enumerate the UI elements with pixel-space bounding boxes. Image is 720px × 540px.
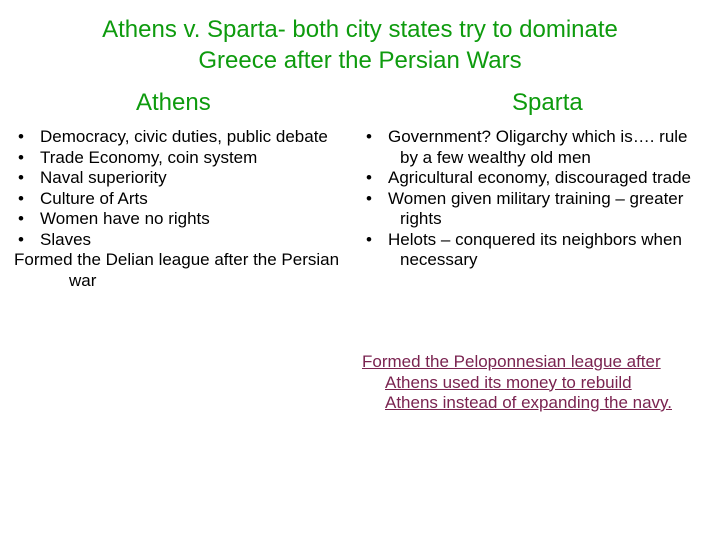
bullet-icon: • [18,168,24,187]
sparta-item [362,230,694,271]
athens-list-body [14,127,354,291]
athens-item-text: Women have no rights [40,209,210,228]
sparta-list [362,127,694,271]
sparta-item-text: Helots – conquered its neighbors when necessary [388,229,682,269]
athens-item [14,189,354,210]
sparta-heading: Sparta [512,89,583,116]
peloponnesian-league-note: Formed the Peloponnesian league after Athens used its money to rebuild Athens instead of expanding the navy. [362,352,672,412]
title-line-1: Athens v. Sparta- both city states try to dominate [102,16,618,43]
bullet-icon: • [366,188,372,208]
athens-item-text: Naval superiority [40,168,167,187]
sparta-item-text: Government? Oligarchy which is…. rule by a few wealthy old men [388,127,688,167]
sparta-item [362,168,694,189]
athens-item [14,148,354,169]
delian-league-note: Formed the Delian league after the Persian war [14,250,340,290]
title-line-2: Greece after the Persian Wars [198,47,522,74]
athens-item [14,209,354,230]
sparta-item-text: Agricultural economy, discouraged trade [388,168,692,187]
athens-item [14,127,354,148]
bullet-icon: • [366,168,372,187]
slide-title [0,14,720,76]
bullet-icon: • [18,209,24,228]
bullet-icon: • [18,147,24,167]
athens-item-text: Democracy, civic duties, public debate [40,127,328,146]
bullet-icon: • [18,127,24,146]
sparta-item-text: Women given military training – greater rights [388,188,684,228]
bullet-icon: • [366,229,372,249]
bullet-icon: • [18,229,24,249]
bullet-icon: • [366,127,372,146]
bullet-icon: • [18,188,24,208]
athens-item-text: Trade Economy, coin system [40,147,258,167]
athens-item [14,168,354,189]
athens-item [14,230,354,251]
sparta-item [362,189,694,230]
athens-item-text: Culture of Arts [40,188,148,208]
sparta-item [362,127,694,168]
athens-heading: Athens [136,89,211,116]
athens-item-text: Slaves [40,229,92,249]
